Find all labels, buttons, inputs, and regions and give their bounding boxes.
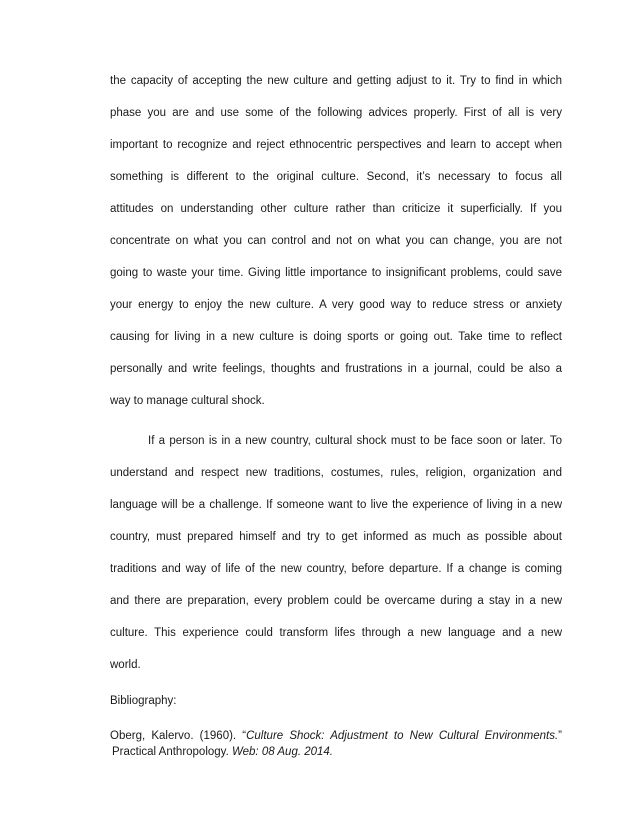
bibliography-title: Culture Shock: Adjustment to New Cultural Environments. (246, 730, 559, 742)
paragraph-1-line: causing for living in a new culture is doing sports or going out. Take time to reflect (110, 331, 562, 343)
bibliography-author: Oberg, Kalervo. (1960). “ (110, 730, 247, 742)
paragraph-1-line: way to manage cultural shock. (110, 395, 265, 407)
paragraph-1-line: attitudes on understanding other culture rather than criticize it superficially. If you (110, 203, 562, 215)
paragraph-1-line: your energy to enjoy the new culture. A very good way to reduce stress or anxiety (110, 299, 562, 311)
paragraph-2-line: and there are preparation, every problem could be overcame during a stay in a new (110, 595, 562, 607)
paragraph-1-line: phase you are and use some of the following advices properly. First of all is very (110, 107, 562, 119)
paragraph-2-line: understand and respect new traditions, costumes, rules, religion, organization and (110, 467, 562, 479)
paragraph-2-line: traditions and way of life of the new country, before departure. If a change is coming (110, 563, 562, 575)
bibliography-heading: Bibliography: (110, 695, 177, 707)
paragraph-1-line: important to recognize and reject ethnocentric perspectives and learn to accept when (110, 139, 562, 151)
paragraph-2-line: If a person is in a new country, cultural shock must to be face soon or later. To (148, 435, 562, 447)
paragraph-2-line: language will be a challenge. If someone want to live the experience of living in a new (110, 499, 562, 511)
paragraph-1-line: something is different to the original culture. Second, it’s necessary to focus all (110, 171, 562, 183)
paragraph-1-line: the capacity of accepting the new culture and getting adjust to it. Try to find in which (110, 75, 562, 87)
bibliography-entry-line (110, 728, 562, 744)
paragraph-1-line: going to waste your time. Giving little importance to insignificant problems, could save (110, 267, 562, 279)
bibliography-entry-line (112, 744, 564, 760)
paragraph-1-line: personally and write feelings, thoughts and frustrations in a journal, could be also a (110, 363, 562, 375)
bibliography-title-close: ” (558, 730, 562, 742)
paragraph-2-line: country, must prepared himself and try to get informed as much as possible about (110, 531, 562, 543)
bibliography-journal: Practical Anthropology. (112, 746, 229, 758)
paragraph-2-line: world. (110, 659, 141, 671)
paragraph-2-line: culture. This experience could transform lifes through a new language and a new (110, 627, 562, 639)
paragraph-1-line: concentrate on what you can control and not on what you can change, you are not (110, 235, 562, 247)
bibliography-web-date: Web: 08 Aug. 2014. (231, 746, 334, 758)
